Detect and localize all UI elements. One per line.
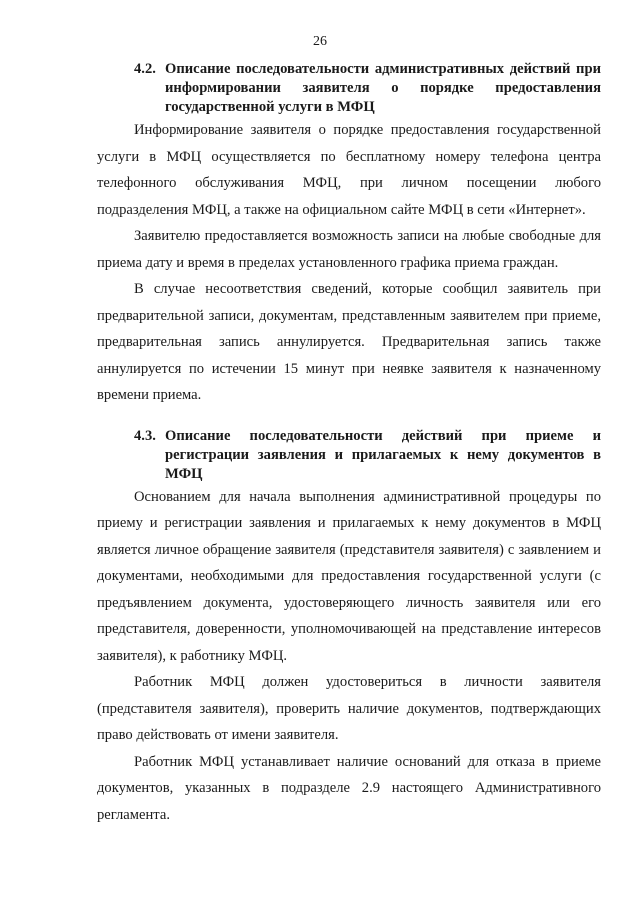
section-title: Описание последовательности административных действий при информировании заявителя о порядке предоставления государственной услуги в МФЦ [165, 61, 601, 115]
page-number: 26 [313, 34, 327, 49]
paragraph: Работник МФЦ устанавливает наличие оснований для отказа в приеме документов, указанных в подразделе 2.9 настоящего Административного регламента. [97, 753, 601, 823]
section-number: 4.3. [134, 427, 156, 444]
section-title: Описание последовательности действий при приеме и регистрации заявления и прилагаемых к нему документов в МФЦ [165, 427, 601, 482]
paragraph: Информирование заявителя о порядке предоставления государственной услуги в МФЦ осуществляется по бесплатному номеру телефона центра телефонного обслуживания МФЦ, при личном посещении любого подразделения МФЦ, а также на официальном сайте МФЦ в сети «Интернет». [97, 122, 601, 218]
section-heading-4-2 [134, 60, 601, 117]
document-body [97, 60, 601, 828]
section-number: 4.2. [134, 61, 156, 77]
paragraph: Заявителю предоставляется возможность записи на любые свободные для приема дату и время в пределах установленного графика приема граждан. [97, 228, 601, 271]
section-heading-4-3 [134, 427, 601, 484]
paragraph: Основанием для начала выполнения административной процедуры по приему и регистрации заявления и прилагаемых к нему документов в МФЦ является личное обращение заявителя (представителя заявителя) с заявлением и документами, необходимыми для предоставления государственной услуги (с предъявлением документа, удостоверяющего личность заявителя или его представителя, доверенности, уполномочивающей на представление интересов заявителя), к работнику МФЦ. [97, 488, 601, 664]
paragraph: Работник МФЦ должен удостовериться в личности заявителя (представителя заявителя), проверить наличие документов, подтверждающих право действовать от имени заявителя. [97, 674, 601, 743]
paragraph: В случае несоответствия сведений, которые сообщил заявитель при предварительной записи, документам, представленным заявителем при приеме, предварительная запись аннулируется. Предварительная запись также аннулируется по истечении 15 минут при неявке заявителя к назначенному времени приема. [97, 281, 601, 403]
